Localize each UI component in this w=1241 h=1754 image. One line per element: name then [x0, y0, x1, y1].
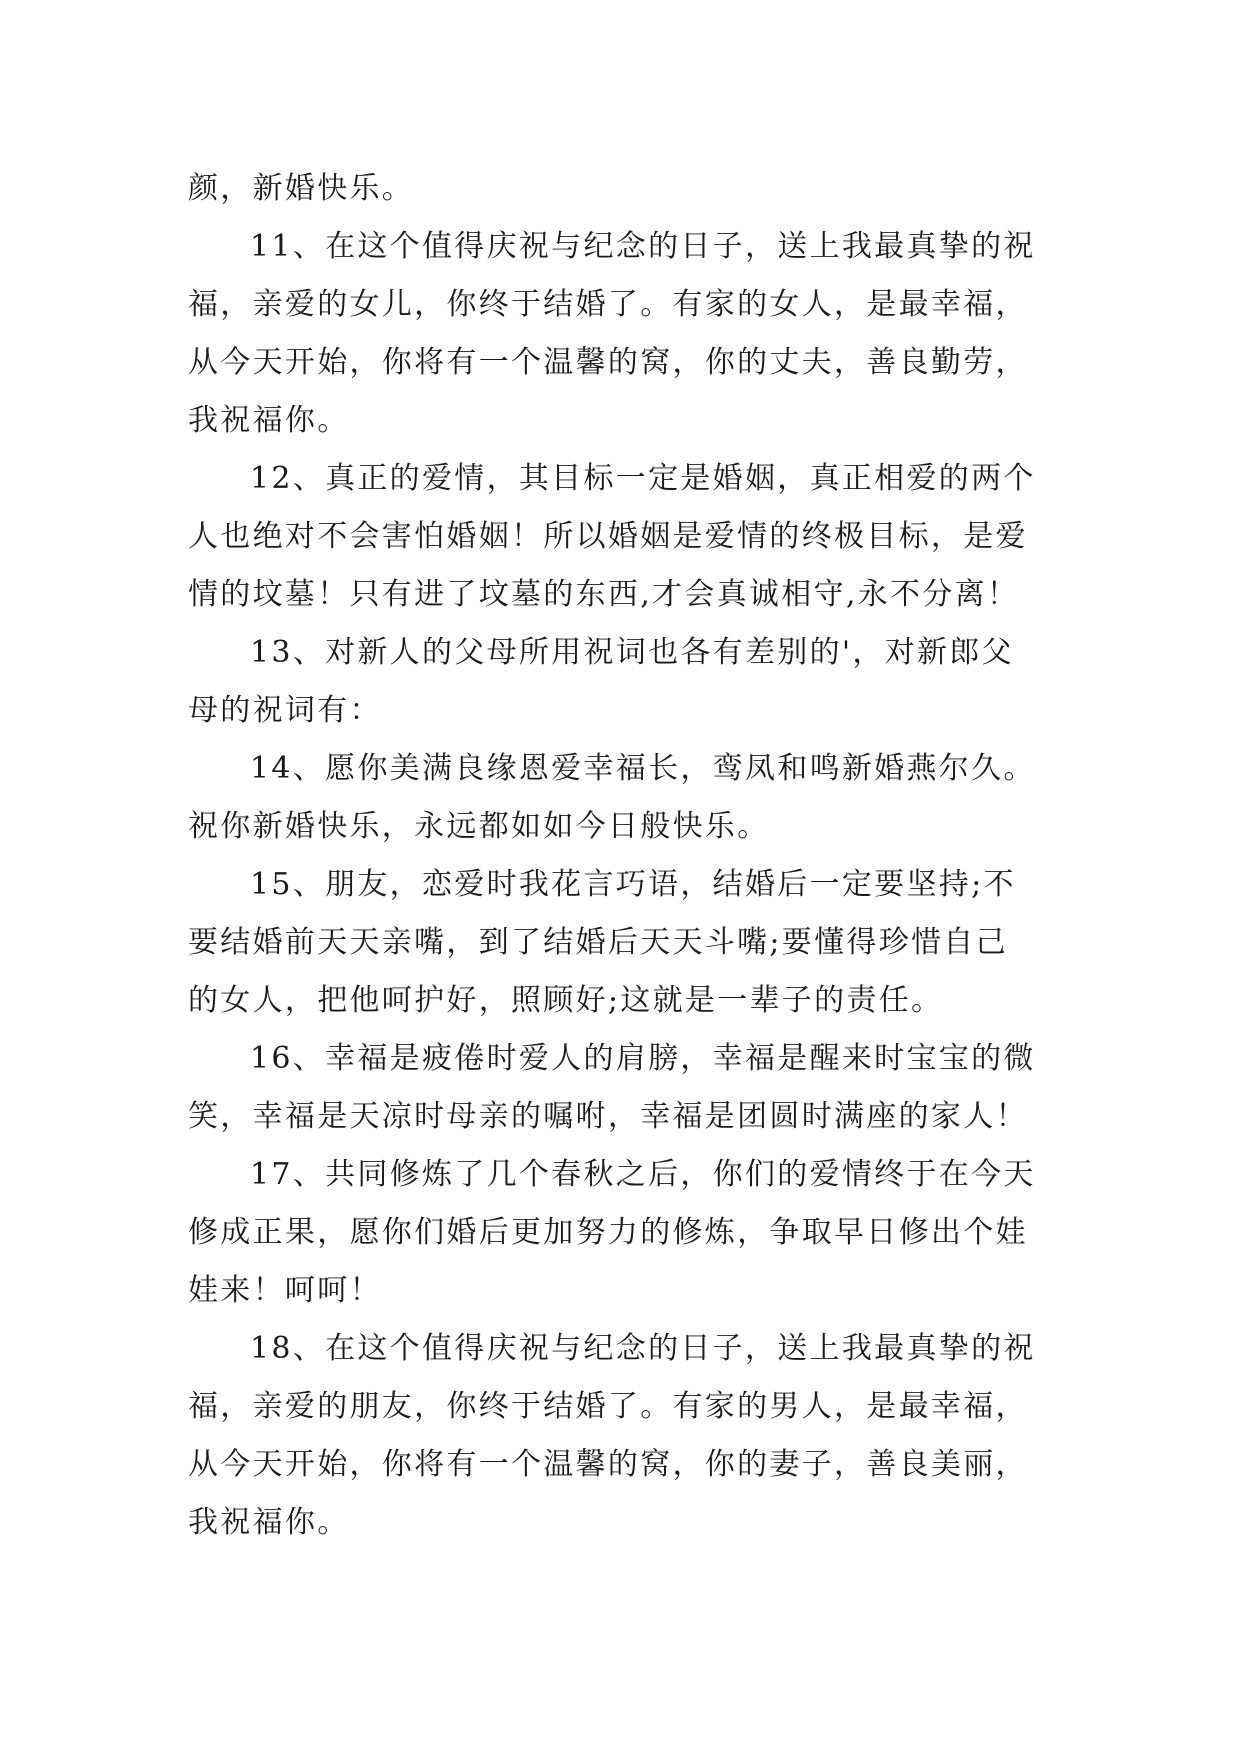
- text-line: 14、愿你美满良缘恩爱幸福长，鸾凤和鸣新婚燕尔久。: [250, 751, 1036, 786]
- text-line: 11、在这个值得庆祝与纪念的日子，送上我最真挚的祝: [250, 229, 1036, 264]
- paragraph-11: [188, 218, 1068, 450]
- paragraph-16: [188, 1030, 1068, 1146]
- document-page: [188, 160, 1068, 1552]
- text-line: 人也绝对不会害怕婚姻！所以婚姻是爱情的终极目标，是爱: [188, 519, 1028, 554]
- text-line: 从今天开始，你将有一个温馨的窝，你的妻子，善良美丽，: [188, 1447, 1028, 1482]
- paragraph-18: [188, 1320, 1068, 1552]
- paragraph-17: [188, 1146, 1068, 1320]
- text-line: 12、真正的爱情，其目标一定是婚姻，真正相爱的两个: [250, 461, 1036, 496]
- text-line: 18、在这个值得庆祝与纪念的日子，送上我最真挚的祝: [250, 1331, 1036, 1366]
- text-line: 的女人，把他呵护好，照顾好;这就是一辈子的责任。: [188, 983, 944, 1018]
- text-line: 娃来！呵呵！: [188, 1273, 382, 1308]
- text-line: 福，亲爱的女儿，你终于结婚了。有家的女人，是最幸福，: [188, 287, 1028, 322]
- text-line: 祝你新婚快乐，永远都如如今日般快乐。: [188, 809, 770, 844]
- paragraph-12: [188, 450, 1068, 624]
- text-line: 我祝福你。: [188, 403, 350, 438]
- paragraph-14: [188, 740, 1068, 856]
- text-line: 16、幸福是疲倦时爱人的肩膀，幸福是醒来时宝宝的微: [250, 1041, 1036, 1076]
- text-line: 17、共同修炼了几个春秋之后，你们的爱情终于在今天: [250, 1157, 1036, 1192]
- text-line: 福，亲爱的朋友，你终于结婚了。有家的男人，是最幸福，: [188, 1389, 1028, 1424]
- text-line: 笑，幸福是天凉时母亲的嘱咐，幸福是团圆时满座的家人！: [188, 1099, 1028, 1134]
- text-line: 母的祝词有：: [188, 693, 382, 728]
- paragraph-15: [188, 856, 1068, 1030]
- text-line: 13、对新人的父母所用祝词也各有差别的'，对新郎父: [250, 635, 1014, 670]
- text-line: 我祝福你。: [188, 1505, 350, 1540]
- text-line: 颜，新婚快乐。: [188, 171, 415, 206]
- paragraph-continuation: [188, 160, 1068, 218]
- paragraph-13: [188, 624, 1068, 740]
- text-line: 15、朋友，恋爱时我花言巧语，结婚后一定要坚持;不: [250, 867, 1016, 902]
- text-line: 修成正果，愿你们婚后更加努力的修炼，争取早日修出个娃: [188, 1215, 1028, 1250]
- text-line: 从今天开始，你将有一个温馨的窝，你的丈夫，善良勤劳，: [188, 345, 1028, 380]
- text-line: 要结婚前天天亲嘴，到了结婚后天天斗嘴;要懂得珍惜自己: [188, 925, 1008, 960]
- text-line: 情的坟墓！只有进了坟墓的东西,才会真诚相守,永不分离！: [188, 577, 1020, 612]
